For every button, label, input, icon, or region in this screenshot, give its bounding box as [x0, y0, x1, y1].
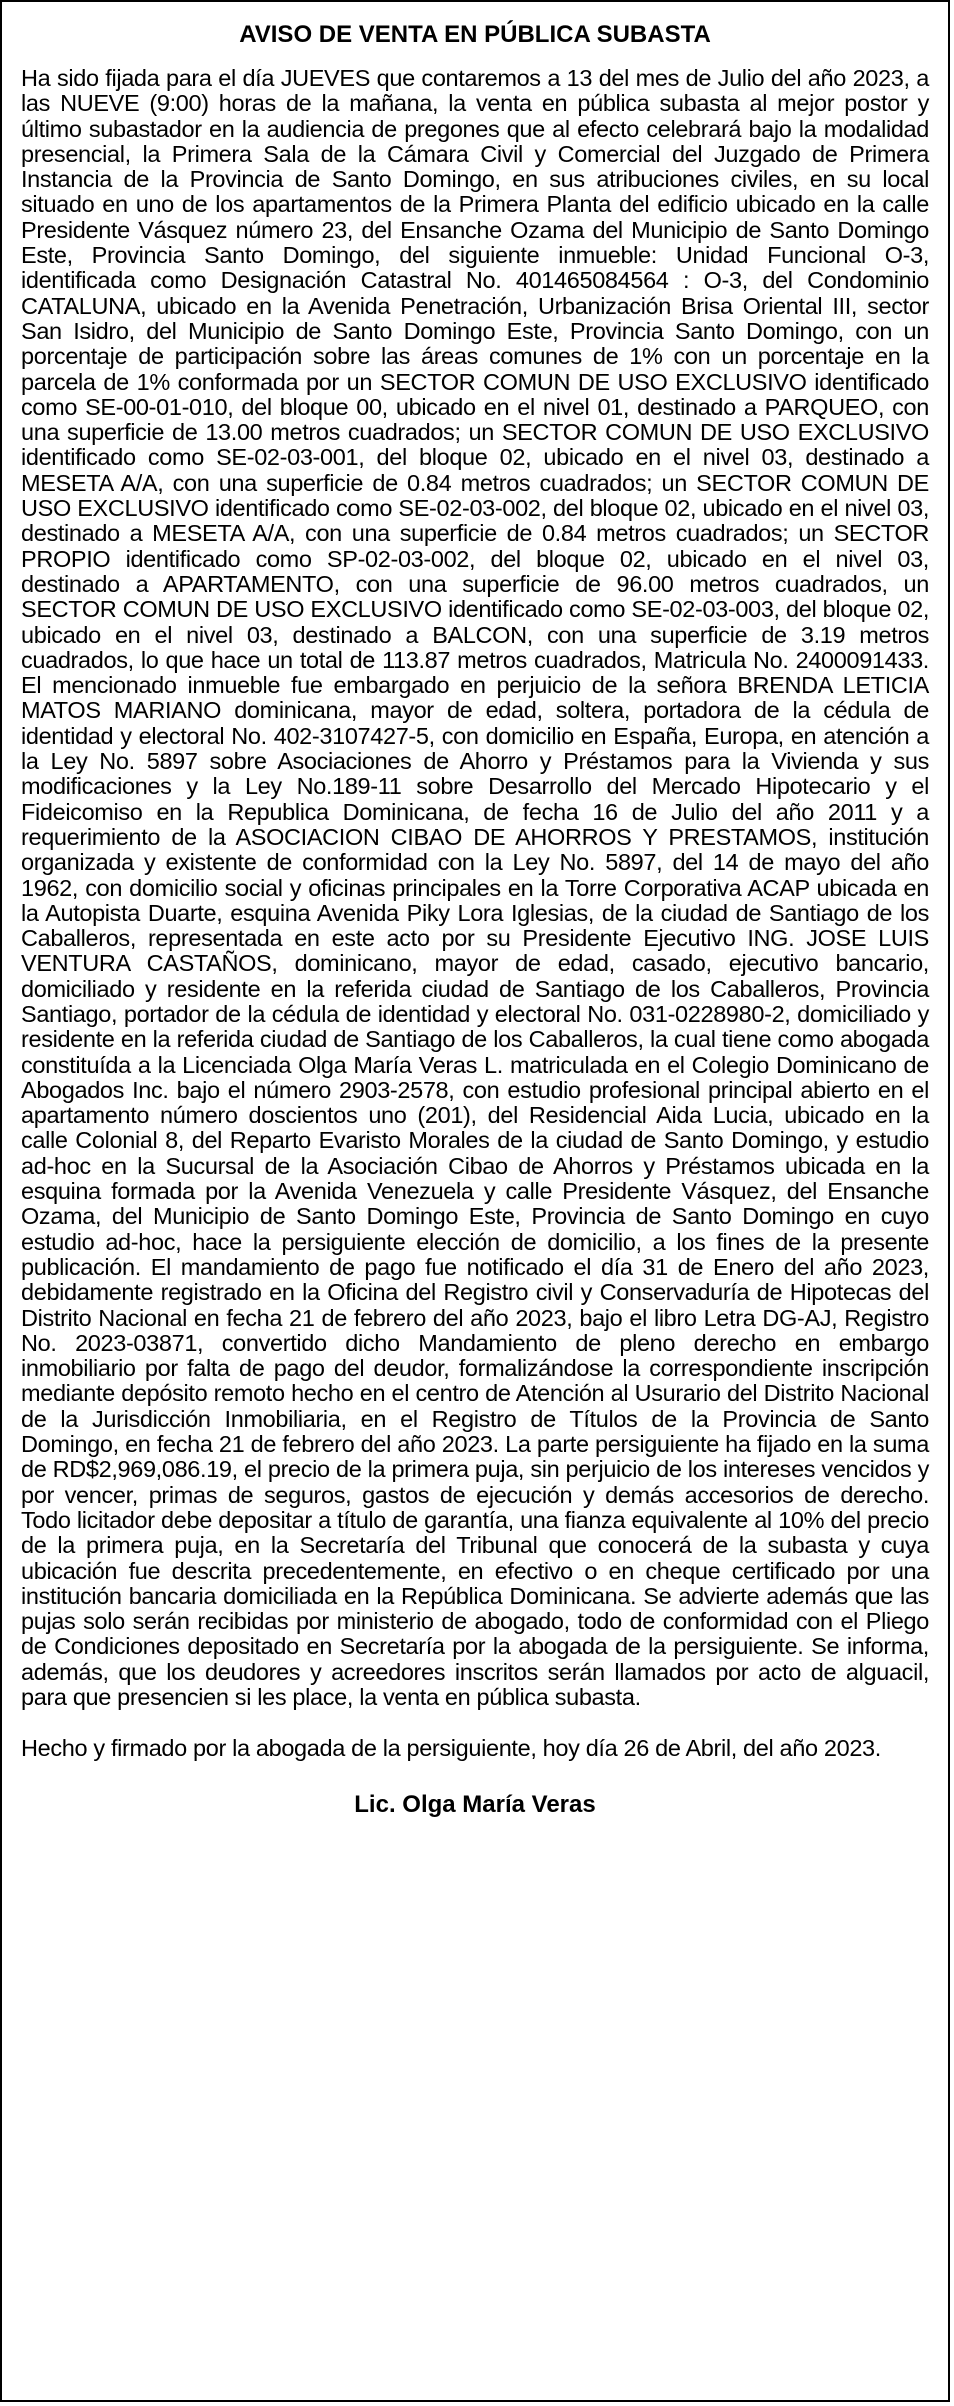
notice-closing: Hecho y firmado por la abogada de la persiguiente, hoy día 26 de Abril, del año 2023.: [21, 1735, 881, 1762]
notice-signature: Lic. Olga María Veras: [354, 1790, 596, 1818]
notice-content: [21, 20, 929, 1820]
notice-body: Ha sido fijada para el día JUEVES que contaremos a 13 del mes de Julio del año 2023, a las NUEVE (9:00) horas de la mañana, la venta en pública subasta al mejor postor y último subastador en la audiencia de pregones que al efecto celebrará bajo la modalidad presencial, la Primera Sala de la Cámara Civil y Comercial del Juzgado de Primera Instancia de la Provincia de Santo Domingo, en sus atribuciones civiles, en su local situado en uno de los apartamentos de la Primera Planta del edificio ubicado en la calle Presidente Vásquez número 23, del Ensanche Ozama del Municipio de Santo Domingo Este, Provincia Santo Domingo, del siguiente inmueble: Unidad Funcional O-3, identificada como Designación Catastral No. 401465084564 : O-3, del Condominio CATALUNA, ubicado en la Avenida Penetración, Urbanización Brisa Oriental III, sector San Isidro, del Municipio de Santo Domingo Este, Provincia Santo Domingo, con un porcentaje de participación sobre las áreas comunes de 1% con un porcentaje en la parcela de 1% conformada por un SECTOR COMUN DE USO EXCLUSIVO identificado como SE-00-01-010, del bloque 00, ubicado en el nivel 01, destinado a PARQUEO, con una superficie de 13.00 metros cuadrados; un SECTOR COMUN DE USO EXCLUSIVO identificado como SE-02-03-001, del bloque 02, ubicado en el nivel 03, destinado a MESETA A/A, con una superficie de 0.84 metros cuadrados; un SECTOR COMUN DE USO EXCLUSIVO identificado como SE-02-03-002, del bloque 02, ubicado en el nivel 03, destinado a MESETA A/A, con una superficie de 0.84 metros cuadrados; un SECTOR PROPIO identificado como SP-02-03-002, del bloque 02, ubicado en el nivel 03, destinado a APARTAMENTO, con una superficie de 96.00 metros cuadrados, un SECTOR COMUN DE USO EXCLUSIVO identificado como SE-02-03-003, del bloque 02, ubicado en el nivel 03, destinado a BALCON, con una superficie de 3.19 metros cuadrados, lo que hace un total de 113.87 metros cuadrados, Matricula No. 2400091433. El mencionado inmueble fue embargado en perjuicio de la señora BRENDA LETICIA MATOS MARIANO dominicana, mayor de edad, soltera, portadora de la cédula de identidad y electoral No. 402-3107427-5, con domicilio en España, Europa, en atención a la Ley No. 5897 sobre Asociaciones de Ahorro y Préstamos para la Vivienda y sus modificaciones y la Ley No.189-11 sobre Desarrollo del Mercado Hipotecario y el Fideicomiso en la Republica Dominicana, de fecha 16 de Julio del año 2011 y a requerimiento de la ASOCIACION CIBAO DE AHORROS Y PRESTAMOS, institución organizada y existente de conformidad con la Ley No. 5897, del 14 de mayo del año 1962, con domicilio social y oficinas principales en la Torre Corporativa ACAP ubicada en la Autopista Duarte, esquina Avenida Piky Lora Iglesias, de la ciudad de Santiago de los Caballeros, representada en este acto por su Presidente Ejecutivo ING. JOSE LUIS VENTURA CASTAÑOS, dominicano, mayor de edad, casado, ejecutivo bancario, domiciliado y residente en la referida ciudad de Santiago de los Caballeros, Provincia Santiago, portador de la cédula de identidad y electoral No. 031-0228980-2, domiciliado y residente en la referida ciudad de Santiago de los Caballeros, la cual tiene como abogada constituída a la Licenciada Olga María Veras L. matriculada en el Colegio Dominicano de Abogados Inc. bajo el número 2903-2578, con estudio profesional principal abierto en el apartamento número doscientos uno (201), del Residencial Aida Lucia, ubicado en la calle Colonial 8, del Reparto Evaristo Morales de la ciudad de Santo Domingo, y estudio ad-hoc en la Sucursal de la Asociación Cibao de Ahorros y Préstamos ubicada en la esquina formada por la Avenida Venezuela y calle Presidente Vásquez, del Ensanche Ozama, del Municipio de Santo Domingo Este, Provincia de Santo Domingo en cuyo estudio ad-hoc, hace la persiguiente elección de domicilio, a los fines de la presente publicación. El mandamiento de pago fue notificado el día 31 de Enero del año 2023, debidamente registrado en la Oficina del Registro civil y Conservaduría de Hipotecas del Distrito Nacional en fecha 21 de febrero del año 2023, bajo el libro Letra DG-AJ, Registro No. 2023-03871, convertido dicho Mandamiento de pleno derecho en embargo inmobiliario por falta de pago del deudor, formalizándose la correspondiente inscripción mediante depósito remoto hecho en el centro de Atención al Usurario del Distrito Nacional de la Jurisdicción Inmobiliaria, en el Registro de Títulos de la Provincia de Santo Domingo, en fecha 21 de febrero del año 2023. La parte persiguiente ha fijado en la suma de RD$2,969,086.19, el precio de la primera puja, sin perjuicio de los intereses vencidos y por vencer, primas de seguros, gastos de ejecución y demás accesorios de derecho. Todo licitador debe depositar a título de garantía, una fianza equivalente al 10% del precio de la primera puja, en la Secretaría del Tribunal que conocerá de la subasta y cuya ubicación fue descrita precedentemente, en efectivo o en cheque certificado por una institución bancaria domiciliada en la República Dominicana. Se advierte además que las pujas solo serán recibidas por ministerio de abogado, todo de conformidad con el Pliego de Condiciones depositado en Secretaría por la abogada de la persiguiente. Se informa, además, que los deudores y acreedores inscritos serán llamados por acto de alguacil, para que presencien si les place, la venta en pública subasta.: [21, 65, 929, 1710]
notice-title: AVISO DE VENTA EN PÚBLICA SUBASTA: [239, 21, 711, 48]
